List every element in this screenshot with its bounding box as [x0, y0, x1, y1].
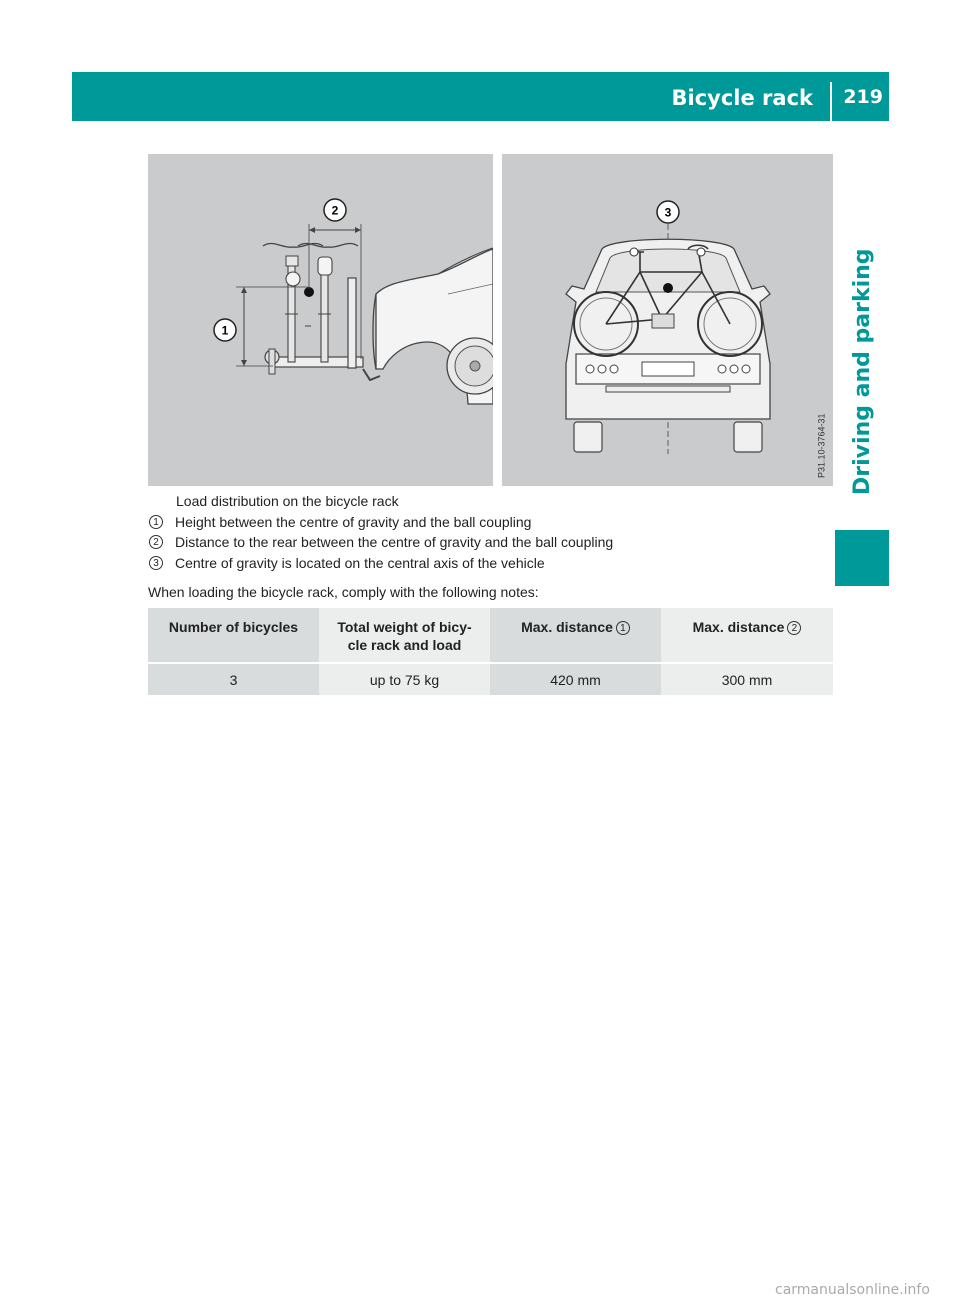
load-table — [148, 608, 833, 695]
page-number: 219 — [843, 86, 883, 108]
table-header-row — [148, 608, 833, 662]
callout-3 — [657, 201, 679, 223]
header-number-of-bicycles: Number of bicycles — [148, 608, 319, 662]
header-total-weight: Total weight of bicy- cle rack and load — [319, 608, 490, 662]
legend-text-2: Distance to the rear between the centre of gravity and the ball coupling — [175, 534, 614, 550]
chapter-tab-label: Driving and parking — [850, 248, 875, 495]
intro-text: When loading the bicycle rack, comply with the following notes: — [148, 584, 539, 600]
cell-bicycles: 3 — [148, 662, 319, 695]
legend-item-2 — [148, 532, 838, 553]
legend-badge-3: 3 — [149, 556, 163, 570]
callout-2 — [324, 199, 346, 221]
legend-text-1: Height between the centre of gravity and the ball coupling — [175, 513, 532, 530]
legend-badge-1: 1 — [149, 515, 163, 529]
cell-distance-2: 300 mm — [661, 662, 833, 695]
bicycle-rack-figure — [148, 154, 833, 486]
svg-text:1: 1 — [221, 323, 229, 338]
legend-text-3: Centre of gravity is located on the central axis of the vehicle — [175, 554, 545, 571]
footer-watermark: carmanualsonline.info — [775, 1282, 930, 1298]
ref-badge-2: 2 — [787, 621, 801, 635]
rear-view-illustration — [502, 154, 833, 486]
callout-1 — [214, 319, 236, 341]
side-view-illustration — [148, 154, 493, 486]
header-divider — [830, 82, 832, 121]
chapter-tab-marker — [835, 530, 889, 586]
figure-caption — [148, 491, 838, 573]
header-max-distance-1: Max. distance 1 — [490, 608, 661, 662]
header-max-distance-2: Max. distance 2 — [661, 608, 833, 662]
svg-text:2: 2 — [331, 203, 339, 218]
legend-item-1 — [148, 512, 838, 533]
cell-weight: up to 75 kg — [319, 662, 490, 695]
legend-badge-2: 2 — [149, 535, 163, 549]
legend-item-3 — [148, 553, 838, 574]
cell-distance-1: 420 mm — [490, 662, 661, 695]
svg-text:3: 3 — [664, 205, 672, 220]
section-title: Bicycle rack — [671, 86, 813, 110]
table-row — [148, 662, 833, 695]
ref-badge-1: 1 — [616, 621, 630, 635]
side-view-panel — [148, 154, 493, 486]
header-bar — [72, 72, 889, 121]
rear-view-panel — [502, 154, 833, 486]
figure-code: P31.10-3764-31 — [817, 413, 827, 478]
caption-title: Load distribution on the bicycle rack — [176, 493, 399, 509]
